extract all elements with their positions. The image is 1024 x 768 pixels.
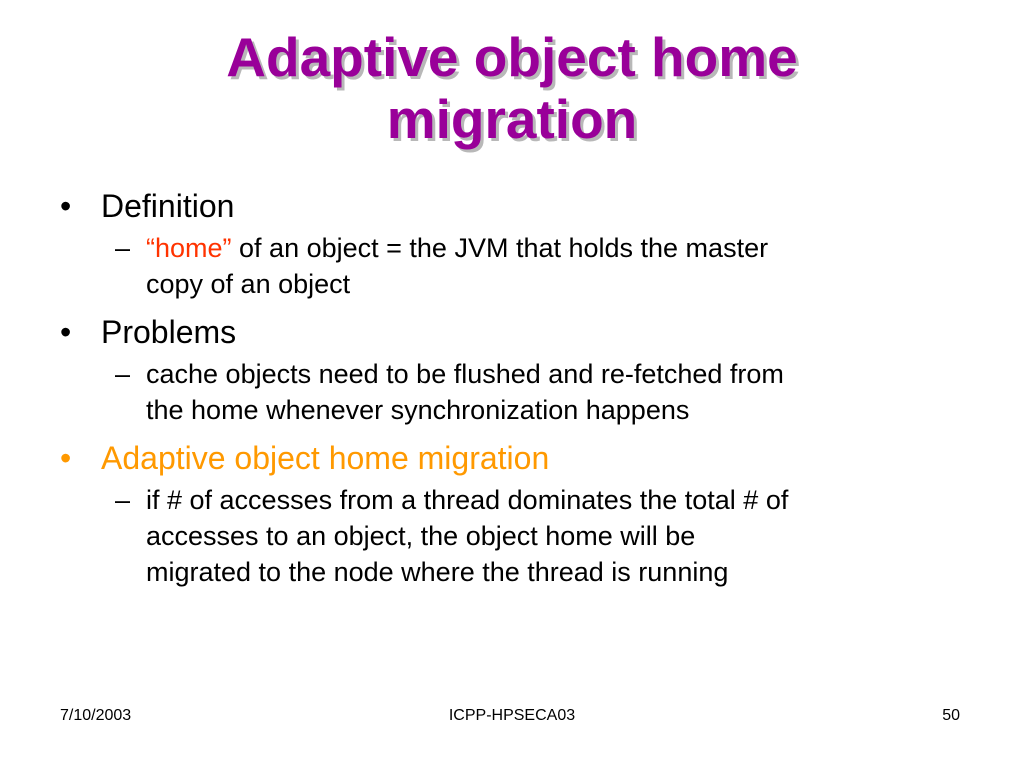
- dash-icon: –: [115, 359, 131, 389]
- bullet-text: Definition: [101, 188, 235, 224]
- bullet-icon: •: [60, 440, 72, 476]
- slide-title-line-2: migration: [386, 88, 638, 150]
- footer-page-number: 50: [942, 707, 960, 724]
- bullet-item-problems: [60, 308, 980, 356]
- sub-item-home-definition: [60, 230, 980, 302]
- slide-title-line-1: Adaptive object home: [226, 26, 798, 88]
- bullet-item-definition: [60, 182, 980, 230]
- sub-text-line-1: of an object = the JVM that holds the master: [231, 233, 769, 263]
- slide-title: [0, 26, 1024, 150]
- sub-text-line-2: the home whenever synchronization happens: [146, 395, 690, 425]
- bullet-text: Problems: [101, 314, 237, 350]
- bullet-icon: •: [60, 314, 72, 350]
- sub-text-line-2: accesses to an object, the object home will be: [146, 521, 696, 551]
- sub-text-line-2: copy of an object: [146, 269, 351, 299]
- bullet-item-adaptive-migration: [60, 434, 980, 482]
- sub-item-cache-problem: [60, 356, 980, 428]
- dash-icon: –: [115, 485, 131, 515]
- bullet-text: Adaptive object home migration: [101, 440, 550, 476]
- bullet-icon: •: [60, 188, 72, 224]
- footer-conference: ICPP-HPSECA03: [448, 707, 576, 724]
- bullet-list: [60, 182, 980, 596]
- sub-text-line-1: cache objects need to be flushed and re-fetched from: [146, 359, 784, 389]
- sub-text-line-1: if # of accesses from a thread dominates the total # of: [146, 485, 789, 515]
- footer-date: 7/10/2003: [60, 707, 132, 724]
- sub-text-line-3: migrated to the node where the thread is running: [146, 557, 729, 587]
- highlight-word: “home”: [146, 233, 232, 263]
- dash-icon: –: [115, 233, 131, 263]
- sub-item-migration-rule: [60, 482, 980, 590]
